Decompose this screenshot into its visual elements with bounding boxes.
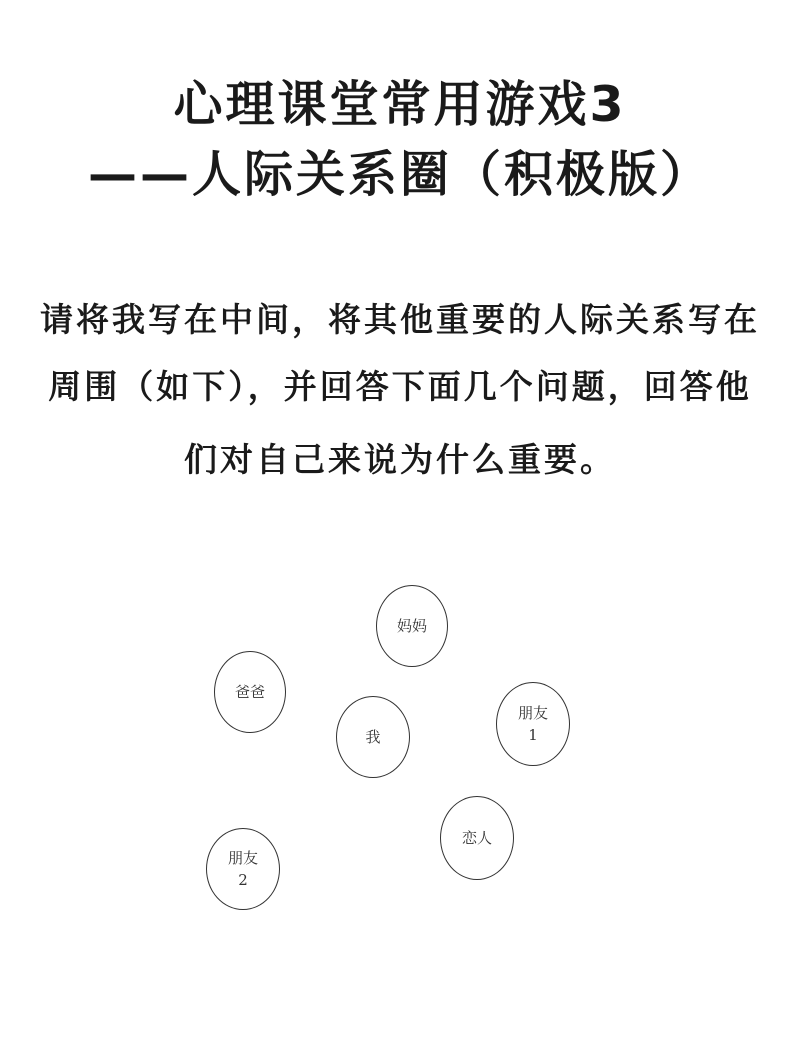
relationship-circle-diagram — [0, 560, 800, 960]
page-title-line-1: 心理课堂常用游戏3 — [173, 76, 627, 133]
node-friend-1-label: 朋友 — [517, 704, 548, 722]
instruction-line-2: 周围（如下），并回答下面几个问题，回答他 — [48, 367, 752, 406]
node-baba-label: 爸爸 — [234, 683, 265, 701]
instruction-line-3: 们对自己来说为什么重要。 — [184, 440, 616, 479]
node-friend-1 — [496, 682, 570, 766]
node-friend-2-number: 2 — [238, 871, 248, 889]
node-lover — [440, 796, 514, 880]
node-mama — [376, 585, 448, 667]
node-lover-label: 恋人 — [461, 829, 492, 847]
node-friend-1-number: 1 — [528, 726, 538, 744]
instruction-line-1: 请将我写在中间，将其他重要的人际关系写在 — [40, 300, 760, 339]
node-baba — [214, 651, 286, 733]
node-friend-2-label: 朋友 — [227, 849, 258, 867]
page-title-line-2: ——人际关系圈（积极版） — [87, 146, 712, 203]
node-mama-label: 妈妈 — [396, 617, 427, 635]
node-friend-2 — [206, 828, 280, 910]
node-me — [336, 696, 410, 778]
node-me-label: 我 — [365, 728, 381, 746]
